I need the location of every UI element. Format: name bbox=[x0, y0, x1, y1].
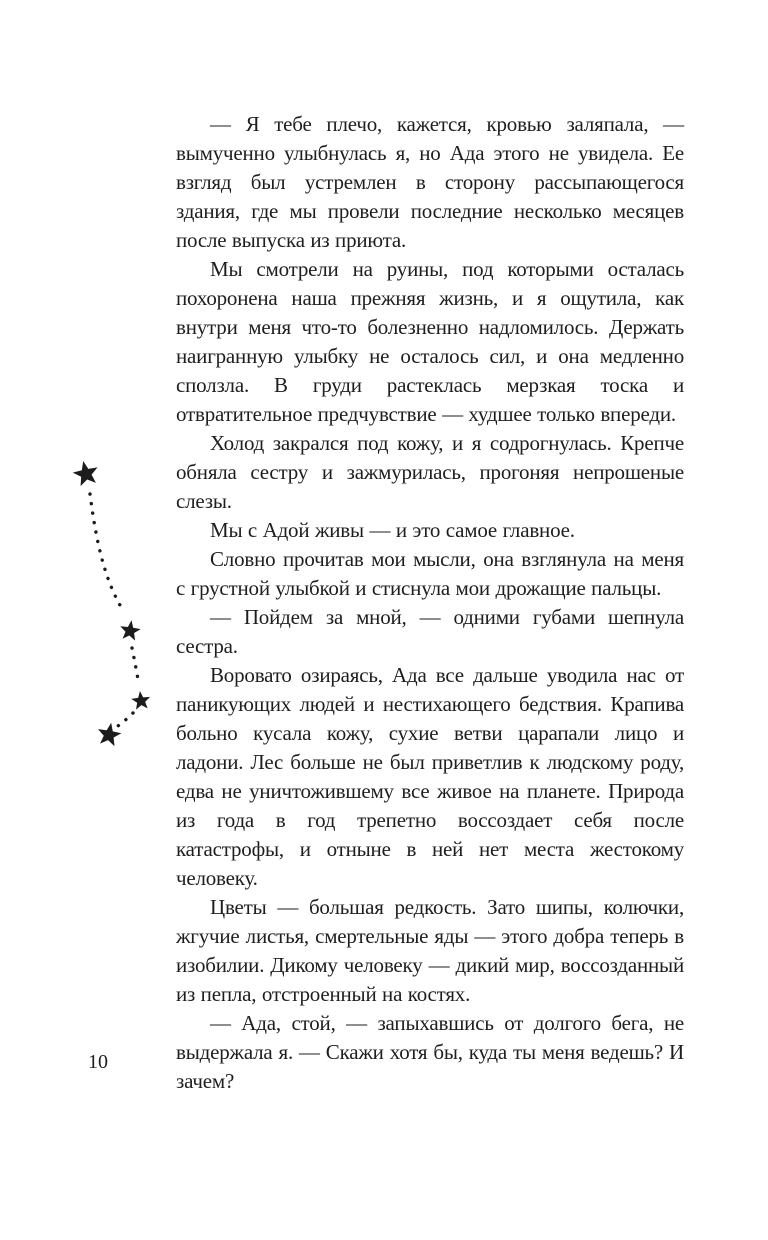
dotted-line bbox=[90, 494, 124, 612]
paragraph: Воровато озираясь, Ада все дальше уводила нас от паникующих людей и нестихающего бедствия. Крапива больно кусала кожу, сухие ветви царапали лицо и ладони. Лес больше не был приветлив к людскому роду, едва не уничтожившему все живое на планете. Природа из года в год трепетно воссоздает себя после катастрофы, и отныне в ней нет места жестокому человеку. bbox=[176, 663, 684, 890]
dotted-line bbox=[132, 648, 139, 685]
paragraph: Цветы — большая редкость. Зато шипы, колючки, жгучие листья, смертельные яды — этого добра теперь в изобилии. Дикому человеку — дикий мир, воссозданный из пепла, отстроенный на костях. bbox=[176, 895, 684, 1006]
paragraph: Мы с Адой живы — и это самое главное. bbox=[210, 518, 575, 542]
constellation-stars bbox=[71, 458, 151, 747]
paragraph: — Ада, стой, — запыхавшись от долгого бега, не выдержала я. — Скажи хотя бы, куда ты меня ведешь? И зачем? bbox=[176, 1011, 684, 1093]
star-icon bbox=[96, 721, 123, 747]
paragraph: — Пойдем за мной, — одними губами шепнула сестра. bbox=[176, 605, 684, 658]
constellation-dotted-lines bbox=[90, 494, 139, 728]
star-icon bbox=[71, 458, 101, 487]
paragraph: Мы смотрели на руины, под которыми осталась похоронена наша прежняя жизнь, и я ощутила, как внутри меня что-то болезненно надломилось. Держать наигранную улыбку не осталось сил, и она медленно сползла. В груди растеклась мерзкая тоска и отвратительное предчувствие — худшее только впереди. bbox=[176, 257, 684, 426]
paragraph: Холод закрался под кожу, и я содрогнулась. Крепче обняла сестру и зажмурилась, прогоняя непрошеные слезы. bbox=[176, 431, 684, 513]
paragraph: — Я тебе плечо, кажется, кровью заляпала, — вымученно улыбнулась я, но Ада этого не увидела. Ее взгляд был устремлен в сторону рассыпающегося здания, где мы провели последние несколько месяцев после выпуска из приюта. bbox=[176, 112, 684, 252]
paragraph: Словно прочитав мои мысли, она взглянула на меня с грустной улыбкой и стиснула мои дрожащие пальцы. bbox=[176, 547, 684, 600]
body-text bbox=[176, 110, 684, 1096]
page-number: 10 bbox=[88, 1051, 108, 1073]
star-icon bbox=[119, 619, 142, 641]
dotted-line bbox=[115, 713, 133, 728]
star-icon bbox=[130, 690, 151, 710]
